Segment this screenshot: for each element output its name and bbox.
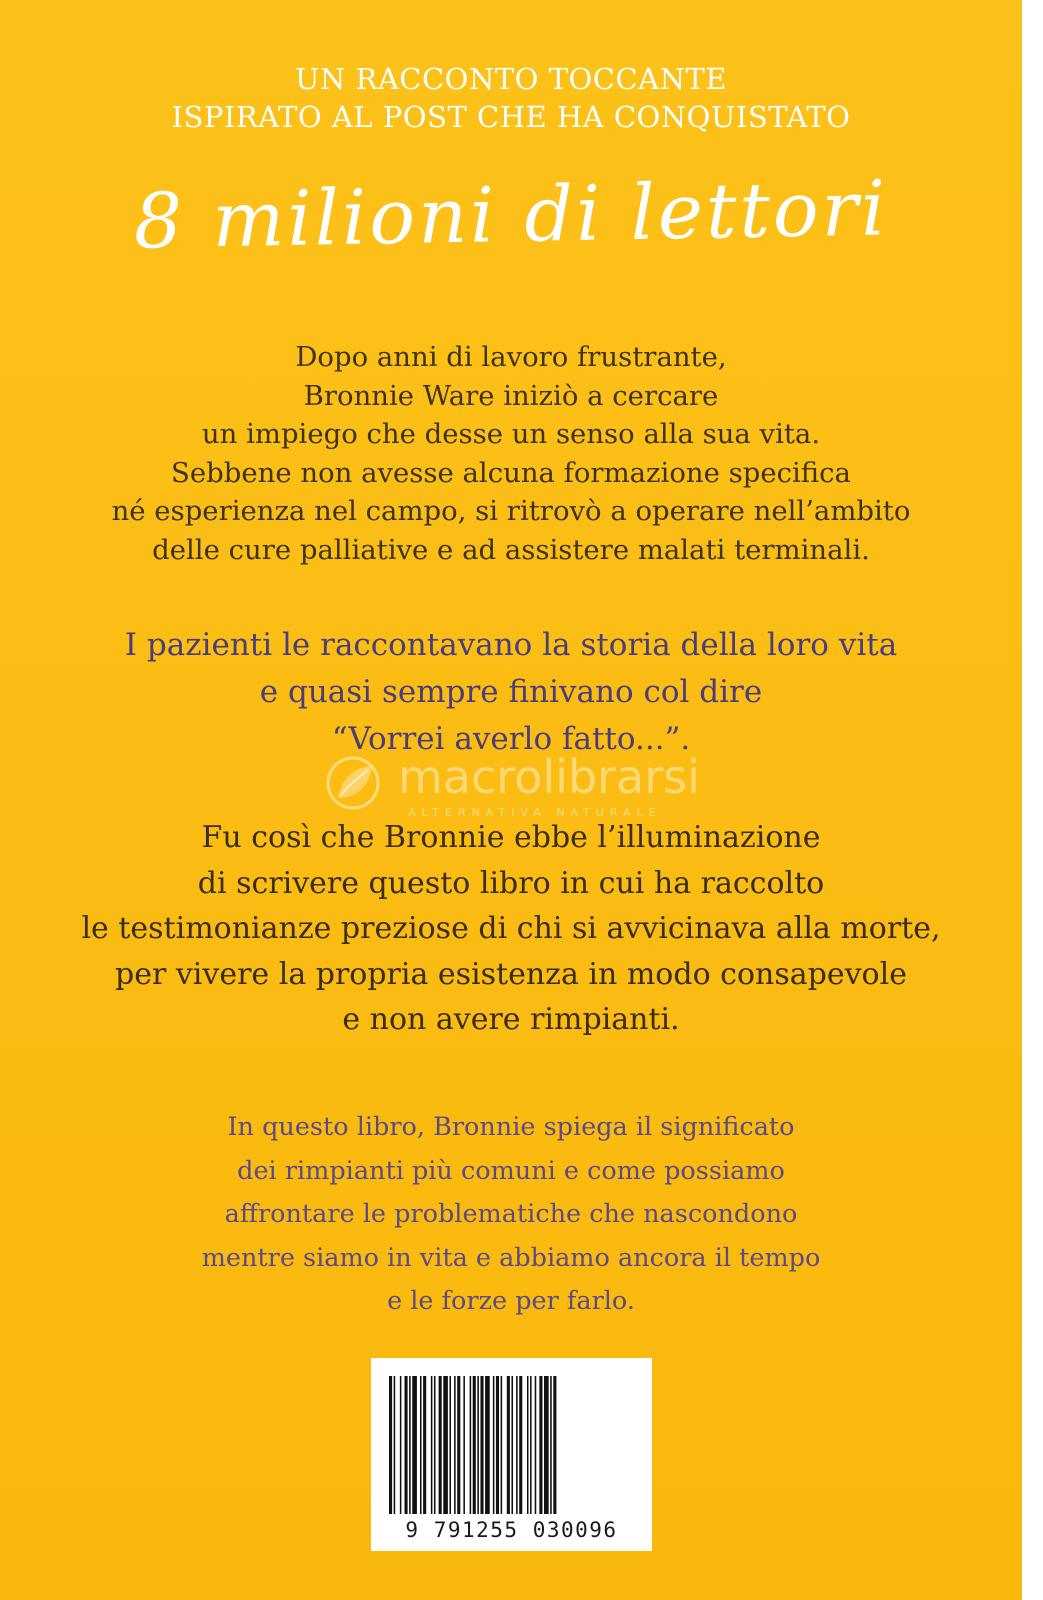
blurb-line: Bronnie Ware iniziò a cercare: [303, 379, 719, 412]
barcode-bar: [454, 1376, 456, 1514]
barcode-bar: [389, 1376, 392, 1514]
barcode-bar: [493, 1376, 495, 1514]
barcode-bar: [496, 1376, 499, 1514]
quote-line: “Vorrei averlo fatto...”.: [331, 721, 691, 757]
barcode-bar: [544, 1376, 549, 1514]
blurb-line: In questo libro, Bronnie spiega il significato: [227, 1112, 795, 1142]
barcode-bar: [400, 1376, 402, 1514]
blurb-line: né esperienza nel campo, si ritrovò a operare nell’ambito: [111, 495, 911, 528]
blurb-paragraph-2: [0, 622, 1022, 763]
watermark-subtitle: ALTERNATIVA NATURALE: [408, 806, 662, 819]
barcode-digits: 9 791255 030096: [405, 1518, 618, 1542]
watermark-name: macrolibrarsi: [398, 750, 700, 804]
blurb-line: mentre siamo in vita e abbiamo ancora il tempo: [201, 1242, 821, 1273]
barcode-bar: [477, 1376, 479, 1514]
barcode-bar: [439, 1376, 442, 1514]
barcode-bar: [405, 1376, 408, 1514]
tagline-line-2: ISPIRATO AL POST CHE HA CONQUISTATO: [171, 100, 851, 134]
barcode-bar: [480, 1376, 483, 1514]
barcode-bar: [443, 1376, 448, 1514]
barcode-bar: [511, 1376, 513, 1514]
blurb-line: Fu così che Bronnie ebbe l’illuminazione: [201, 820, 821, 855]
barcode-bar: [420, 1376, 422, 1514]
barcode-bar: [553, 1376, 556, 1514]
barcode-bar: [412, 1376, 417, 1514]
blurb-line: Sebbene non avesse alcuna formazione specifica: [171, 456, 851, 489]
barcode-bar: [463, 1376, 465, 1514]
blurb-line: un impiego che desse un senso alla sua vita.: [201, 418, 821, 451]
barcode-bar: [409, 1376, 411, 1514]
barcode-bar: [431, 1376, 433, 1514]
barcode-bar: [507, 1376, 510, 1514]
blurb-paragraph-1: [0, 338, 1022, 570]
barcode-bar: [527, 1376, 529, 1514]
blurb-line: e non avere rimpianti.: [342, 1002, 680, 1037]
blurb-line: e le forze per farlo.: [387, 1286, 635, 1316]
barcode-bar: [434, 1376, 436, 1514]
barcode: [371, 1358, 652, 1551]
blurb-line: di scrivere questo libro in cui ha raccolto: [197, 865, 825, 901]
quote-line: e quasi sempre finivano col dire: [259, 674, 763, 710]
barcode-bar: [535, 1376, 537, 1514]
barcode-bar: [473, 1376, 476, 1514]
blurb-line: affrontare le problematiche che nascondono: [224, 1199, 798, 1229]
barcode-bar: [485, 1376, 490, 1514]
barcode-bar: [394, 1376, 396, 1514]
barcode-bar: [470, 1376, 472, 1514]
blurb-line: Dopo anni di lavoro frustrante,: [295, 341, 727, 373]
headline-script: 8 milioni di lettori: [132, 163, 889, 266]
page-edge: [1022, 0, 1043, 1600]
barcode-bar: [519, 1376, 522, 1514]
barcode-bar: [423, 1376, 426, 1514]
blurb-paragraph-3: [0, 815, 1022, 1043]
blurb-line: le testimonianze preziose di chi si avvicinava alla morte,: [81, 911, 941, 946]
quote-line: I pazienti le raccontavano la storia della loro vita: [124, 627, 898, 663]
barcode-bar: [449, 1376, 451, 1514]
barcode-bar: [501, 1376, 503, 1514]
barcode-bar: [539, 1376, 542, 1514]
blurb-line: dei rimpianti più comuni e come possiamo: [237, 1155, 785, 1186]
barcode-bar: [550, 1376, 552, 1514]
blurb-line: per vivere la propria esistenza in modo consapevole: [115, 956, 907, 992]
blurb-paragraph-4: [0, 1106, 1022, 1324]
barcode-bar: [516, 1376, 518, 1514]
tagline-line-1: UN RACCONTO TOCCANTE: [294, 62, 727, 96]
barcode-bar: [457, 1376, 460, 1514]
barcode-bars: [389, 1376, 634, 1514]
blurb-line: delle cure palliative e ad assistere malati terminali.: [152, 533, 870, 566]
barcode-bar: [530, 1376, 532, 1514]
